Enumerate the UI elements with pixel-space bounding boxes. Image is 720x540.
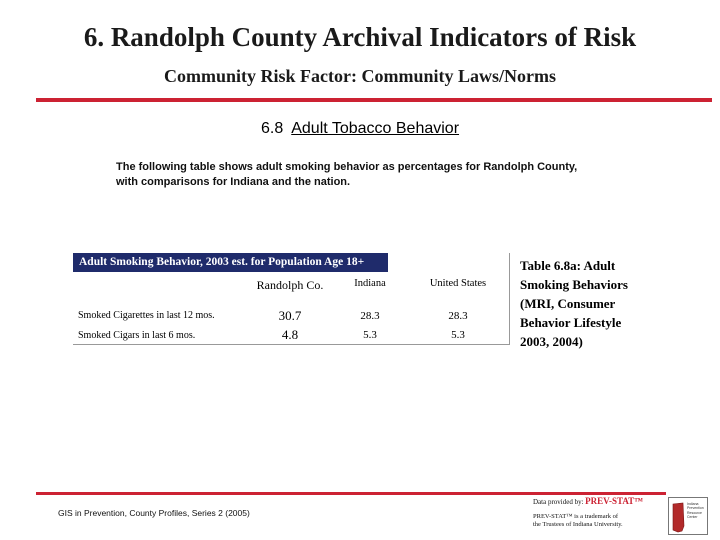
caption-line: (MRI, Consumer — [520, 296, 616, 311]
row-label-cigarettes: Smoked Cigarettes in last 12 mos. — [78, 310, 215, 321]
cell-cigars-us: 5.3 — [451, 329, 465, 341]
cell-cigarettes-randolph: 30.7 — [278, 308, 302, 323]
cell-cigars-randolph: 4.8 — [281, 327, 299, 342]
prevstat-brand: PREV-STAT™ — [585, 496, 644, 506]
credit-lead: Data provided by: — [533, 498, 584, 506]
bottom-divider — [36, 492, 666, 495]
table-caption — [520, 256, 660, 351]
row-label-cigars: Smoked Cigars in last 6 mos. — [78, 330, 196, 341]
cell-cigarettes-indiana: 28.3 — [360, 310, 380, 322]
intro-line-2: with comparisons for Indiana and the nation. — [116, 176, 351, 188]
intro-line-1: The following table shows adult smoking behavior as percentages for Randolph County, — [116, 161, 578, 173]
series-footer: GIS in Prevention, County Profiles, Series 2 (2005) — [58, 508, 250, 518]
ipr-logo — [668, 497, 708, 535]
caption-line: 2003, 2004) — [520, 334, 583, 349]
caption-line: Table 6.8a: Adult — [520, 258, 616, 273]
intro-paragraph — [116, 160, 636, 190]
col-header-us: United States — [429, 278, 487, 289]
cell-cigars-indiana: 5.3 — [363, 329, 377, 341]
credit-trustees-line: the Trustees of Indiana University. — [533, 521, 623, 528]
data-credit — [533, 497, 668, 529]
cell-cigarettes-us: 28.3 — [448, 310, 468, 322]
section-title-text: Adult Tobacco Behavior — [291, 120, 460, 137]
page-title: 6. Randolph County Archival Indicators of Risk — [83, 22, 637, 52]
page-subtitle: Community Risk Factor: Community Laws/Norms — [164, 66, 556, 86]
section-number: 6.8 — [260, 120, 284, 137]
section-heading — [0, 120, 720, 138]
credit-trademark-line: PREV-STAT™ is a trademark of — [533, 513, 619, 520]
caption-line: Smoking Behaviors — [520, 277, 628, 292]
top-divider — [36, 98, 712, 102]
logo-text: Indiana Prevention Resource Center — [687, 502, 704, 519]
caption-line: Behavior Lifestyle — [520, 315, 622, 330]
table-title-bar: Adult Smoking Behavior, 2003 est. for Population Age 18+ — [73, 253, 388, 272]
col-header-randolph: Randolph Co. — [256, 278, 324, 292]
col-header-indiana: Indiana — [354, 278, 386, 289]
